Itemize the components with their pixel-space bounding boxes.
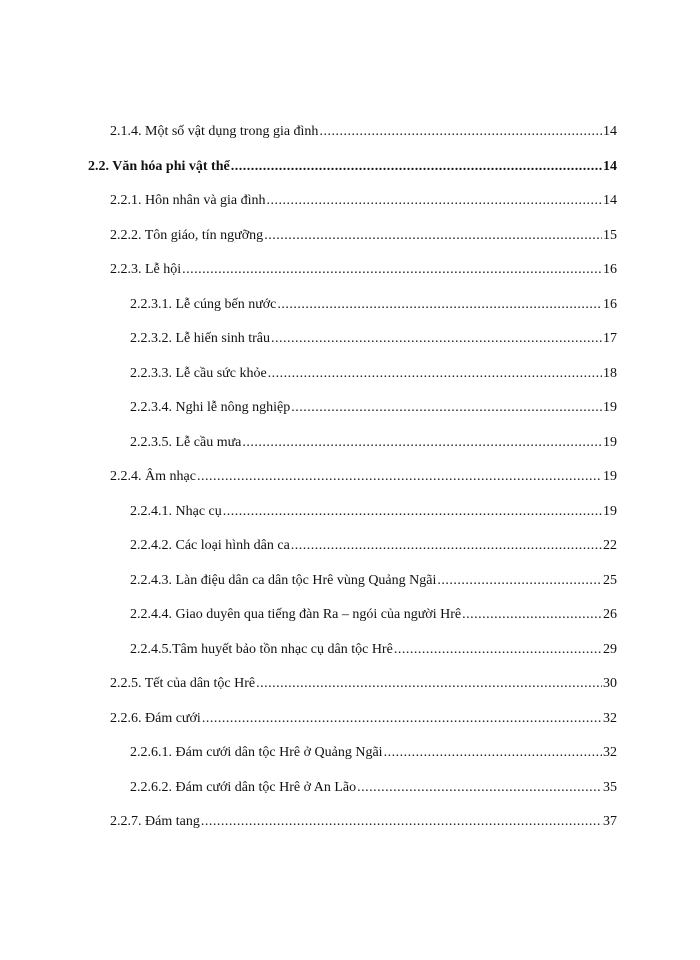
toc-page-number: 14 [603, 124, 617, 139]
toc-page-number: 30 [603, 676, 617, 691]
toc-entry[interactable] [130, 607, 617, 627]
dot-leader [201, 814, 602, 830]
dot-leader [256, 676, 602, 692]
dot-leader [202, 711, 602, 727]
toc-page-number: 17 [603, 331, 617, 346]
toc-page-number: 14 [603, 193, 617, 208]
toc-page-number: 14 [603, 158, 617, 174]
toc-entry-label: 2.2.3.1. Lễ cúng bến nước [130, 296, 277, 312]
toc-page-number: 16 [603, 296, 617, 312]
toc-entry-label: 2.2.4.4. Giao duyên qua tiếng đàn Ra – ngói của người Hrê [130, 607, 462, 622]
toc-entry-label: 2.2.5. Tết của dân tộc Hrê [110, 676, 256, 691]
toc-entry[interactable] [130, 642, 617, 662]
toc-page-number: 35 [603, 779, 617, 795]
toc-page-number: 19 [603, 434, 617, 450]
toc-entry-label: 2.2.3.2. Lễ hiến sinh trâu [130, 331, 270, 346]
dot-leader [197, 469, 602, 485]
dot-leader [291, 538, 602, 554]
dot-leader [319, 124, 602, 140]
toc-page-number: 32 [603, 710, 617, 726]
toc-entry[interactable] [110, 711, 617, 731]
toc-entry[interactable] [130, 366, 617, 386]
toc-page-number: 32 [603, 745, 617, 760]
toc-page-number: 25 [603, 572, 617, 588]
toc-entry-label: 2.2.7. Đám tang [110, 814, 200, 829]
toc-entry-label: 2.2.6. Đám cưới [110, 710, 201, 726]
dot-leader [277, 297, 602, 313]
toc-entry[interactable] [130, 297, 617, 317]
toc-entry-label: 2.2.4. Âm nhạc [110, 469, 196, 484]
toc-entry-label: 2.2.3. Lễ hội [110, 262, 182, 277]
dot-leader [394, 642, 602, 658]
dot-leader [437, 573, 602, 589]
toc-entry[interactable] [130, 573, 617, 593]
toc-entry[interactable] [110, 469, 617, 489]
toc-entry[interactable] [110, 262, 617, 282]
dot-leader [267, 193, 602, 209]
toc-entry-label: 2.2.3.3. Lễ cầu sức khỏe [130, 365, 267, 381]
toc-entry[interactable] [130, 504, 617, 524]
toc-entry[interactable] [110, 814, 617, 834]
toc-entry[interactable] [130, 745, 617, 765]
dot-leader [264, 228, 602, 244]
toc-entry[interactable] [110, 676, 617, 696]
toc-page-number: 19 [603, 503, 617, 519]
dot-leader [462, 607, 602, 623]
toc-page-number: 15 [603, 227, 617, 243]
toc-entry[interactable] [130, 331, 617, 351]
toc-page-number: 22 [603, 538, 617, 553]
toc-entry[interactable] [130, 435, 617, 455]
toc-page-number: 19 [603, 469, 617, 484]
toc-entry-label: 2.2.2. Tôn giáo, tín ngưỡng [110, 227, 264, 243]
toc-entry-label: 2.2.3.5. Lễ cầu mưa [130, 434, 242, 450]
toc-entry-label: 2.2.4.1. Nhạc cụ [130, 503, 222, 519]
toc-page-number: 37 [603, 814, 617, 829]
dot-leader [384, 745, 602, 761]
toc-entry-label: 2.1.4. Một số vật dụng trong gia đình [110, 124, 319, 139]
dot-leader [291, 400, 602, 416]
dot-leader [268, 366, 602, 382]
toc-entry[interactable] [110, 193, 617, 213]
dot-leader [182, 262, 602, 278]
dot-leader [242, 435, 602, 451]
dot-leader [231, 159, 602, 175]
toc-entry-label: 2.2.6.1. Đám cưới dân tộc Hrê ở Quảng Ngãi [130, 745, 383, 760]
toc-entry[interactable] [130, 780, 617, 800]
toc-page-number: 19 [603, 400, 617, 415]
toc-entry[interactable] [130, 538, 617, 558]
toc-entry-label: 2.2.4.3. Làn điệu dân ca dân tộc Hrê vùng Quảng Ngãi [130, 572, 437, 588]
toc-entry-label: 2.2. Văn hóa phi vật thể [88, 158, 230, 174]
toc-page-number: 18 [603, 365, 617, 381]
dot-leader [223, 504, 602, 520]
toc-page-number: 29 [603, 641, 617, 657]
toc-page-number: 26 [603, 607, 617, 622]
toc-entry[interactable] [110, 124, 617, 144]
toc-entry[interactable] [110, 228, 617, 248]
toc-entry-label: 2.2.1. Hôn nhân và gia đình [110, 193, 266, 208]
toc-entry-label: 2.2.4.2. Các loại hình dân ca [130, 538, 290, 553]
dot-leader [271, 331, 602, 347]
toc-page-number: 16 [603, 262, 617, 277]
toc-entry[interactable] [88, 159, 617, 179]
toc-entry-label: 2.2.3.4. Nghi lễ nông nghiệp [130, 400, 291, 415]
dot-leader [357, 780, 602, 796]
toc-entry-label: 2.2.6.2. Đám cưới dân tộc Hrê ở An Lão [130, 779, 357, 795]
toc-entry[interactable] [130, 400, 617, 420]
toc-entry-label: 2.2.4.5.Tâm huyết bảo tồn nhạc cụ dân tộc Hrê [130, 641, 393, 657]
